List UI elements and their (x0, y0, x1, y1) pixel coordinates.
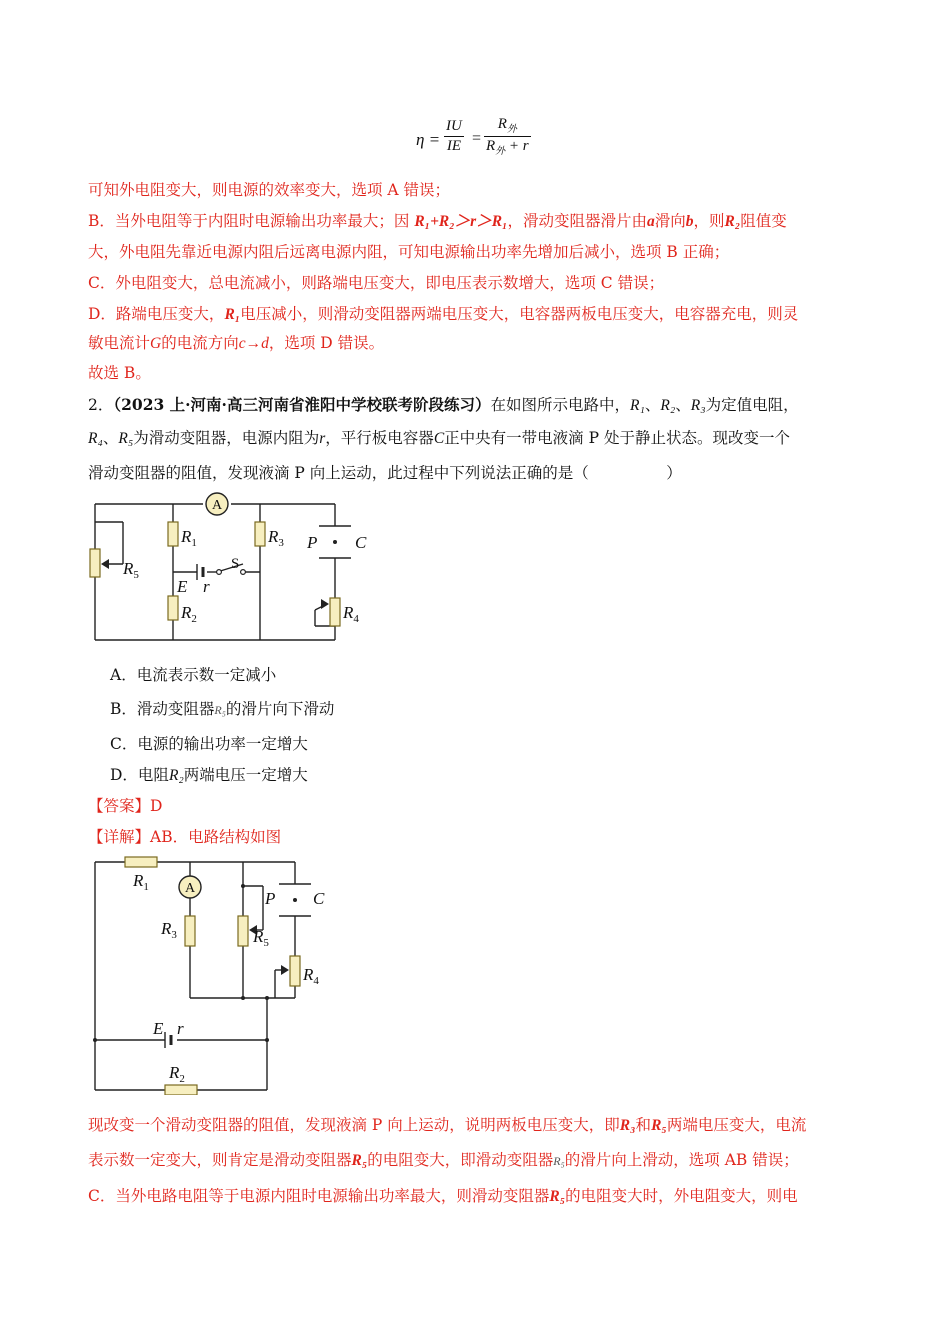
solution-circuit-diagram (85, 850, 345, 1095)
svg-text:P: P (265, 889, 276, 908)
explanation-line-5: D．路端电压变大，R₁电压减小，则滑动变阻器两端电压变大，电容器两板电压变大，电容器充电，则灵 (88, 305, 799, 323)
answer-value: D (150, 797, 163, 815)
svg-text:R3: $R_3$ (268, 527, 284, 549)
svg-text:R3: $R_3$ (161, 919, 177, 941)
question-circuit-diagram (85, 492, 385, 647)
answer-line (88, 794, 162, 816)
answer-label: 【答案】 (88, 797, 151, 815)
formula-equals: = (472, 130, 482, 147)
svg-text:C: C (355, 533, 367, 552)
resistor-r5-solution (238, 916, 248, 946)
svg-text:R2: $R_2$ (181, 603, 197, 625)
explanation-line-7: 故选 B。 (88, 364, 151, 382)
svg-text:R5: $R_5$ (123, 559, 139, 581)
question-source: （2023 上·河南·高三河南省淮阳中学校联考阶段练习） (113, 395, 491, 414)
solution-line-2: 表示数一定变大，则肯定是滑动变阻器R₅的电阻变大，即滑动变阻器R₅的滑片向上滑动，选项 AB 错误； (88, 1151, 799, 1169)
option-a: A．电流表示数一定减小 (110, 666, 277, 684)
solution-line-1: 现改变一个滑动变阻器的阻值，发现液滴 P 向上运动，说明两板电压变大，即R₃和R₅两端电压变大，电流 (88, 1116, 807, 1134)
explanation-line-6: 敏电流计G的电流方向c→d，选项 D 错误。 (88, 334, 385, 352)
svg-text:R4: $R_4$ (303, 965, 319, 987)
resistor-r3 (255, 522, 265, 546)
ammeter-label-2: A (184, 881, 196, 896)
svg-text:R4: $R_4$ (343, 603, 359, 625)
detail-line: 【详解】AB．电路结构如图 (88, 828, 282, 846)
detail-label: 【详解】 (88, 828, 151, 846)
explanation-line-3: 大，外电阻先靠近电源内阻后远离电源内阻，可知电源输出功率先增加后减小，选项 B 正确； (88, 243, 730, 261)
resistor-r5 (90, 549, 100, 577)
resistor-r2 (168, 596, 178, 620)
formula-fraction-1: $\frac{IU}{IE}$ (446, 118, 462, 154)
explanation-line-1: 可知外电阻变大，则电源的效率变大，选项 A 错误； (88, 181, 451, 199)
svg-text:E: E (153, 1019, 164, 1038)
resistor-r2-solution (165, 1085, 197, 1095)
efficiency-formula (412, 116, 542, 166)
resistor-r3-solution (185, 916, 195, 946)
resistor-r1-solution (125, 857, 157, 867)
option-b: B．滑动变阻器R₅的滑片向下滑动 (110, 700, 335, 718)
svg-text:r: r (203, 577, 210, 596)
svg-text:r: r (177, 1019, 184, 1038)
svg-text:S: S (231, 556, 240, 572)
resistor-r4-solution (290, 956, 300, 986)
ammeter-label: A (211, 498, 223, 513)
option-c: C．电源的输出功率一定增大 (110, 735, 308, 753)
formula-eta: η = (416, 130, 441, 149)
solution-line-3: C．当外电路电阻等于电源内阻时电源输出功率最大，则滑动变阻器R₅的电阻变大时，外电阻变大，则电 (88, 1187, 798, 1205)
question-line-3: 滑动变阻器的阻值，发现液滴 P 向上运动，此过程中下列说法正确的是（ ） (88, 464, 682, 482)
svg-text:E: E (177, 577, 188, 596)
svg-text:R2: $R_2$ (169, 1063, 185, 1085)
question-line-1: 2．（2023 上·河南·高三河南省淮阳中学校联考阶段练习）在如图所示电路中，R₁、R₂、R₃为定值电阻， (88, 395, 799, 414)
option-d: D．电阻R₂两端电压一定增大 (110, 766, 308, 784)
svg-text:P: P (307, 533, 318, 552)
question-number: 2． (88, 396, 114, 414)
svg-text:R1: $R_1$ (181, 527, 197, 549)
formula-fraction-2: $R_外$ $R_外 + r$ (486, 116, 529, 157)
explanation-line-2: B．当外电阻等于内阻时电源输出功率最大；因 R₁+R₂＞r＞R₁，滑动变阻器滑片由a滑向b，则R₂阻值变 (88, 212, 787, 230)
svg-text:R5: $R_5$ (253, 927, 269, 949)
question-line-2: R₄、R₅为滑动变阻器，电源内阻为r，平行板电容器C正中央有一带电液滴 P 处于静止状态。现改变一个 (88, 429, 790, 447)
svg-text:R1: $R_1$ (133, 871, 149, 893)
resistor-r1 (168, 522, 178, 546)
svg-text:C: C (313, 889, 325, 908)
resistor-r4 (330, 598, 340, 626)
explanation-line-4: C．外电阻变大，总电流减小，则路端电压变大，即电压表示数增大，选项 C 错误； (88, 274, 665, 292)
